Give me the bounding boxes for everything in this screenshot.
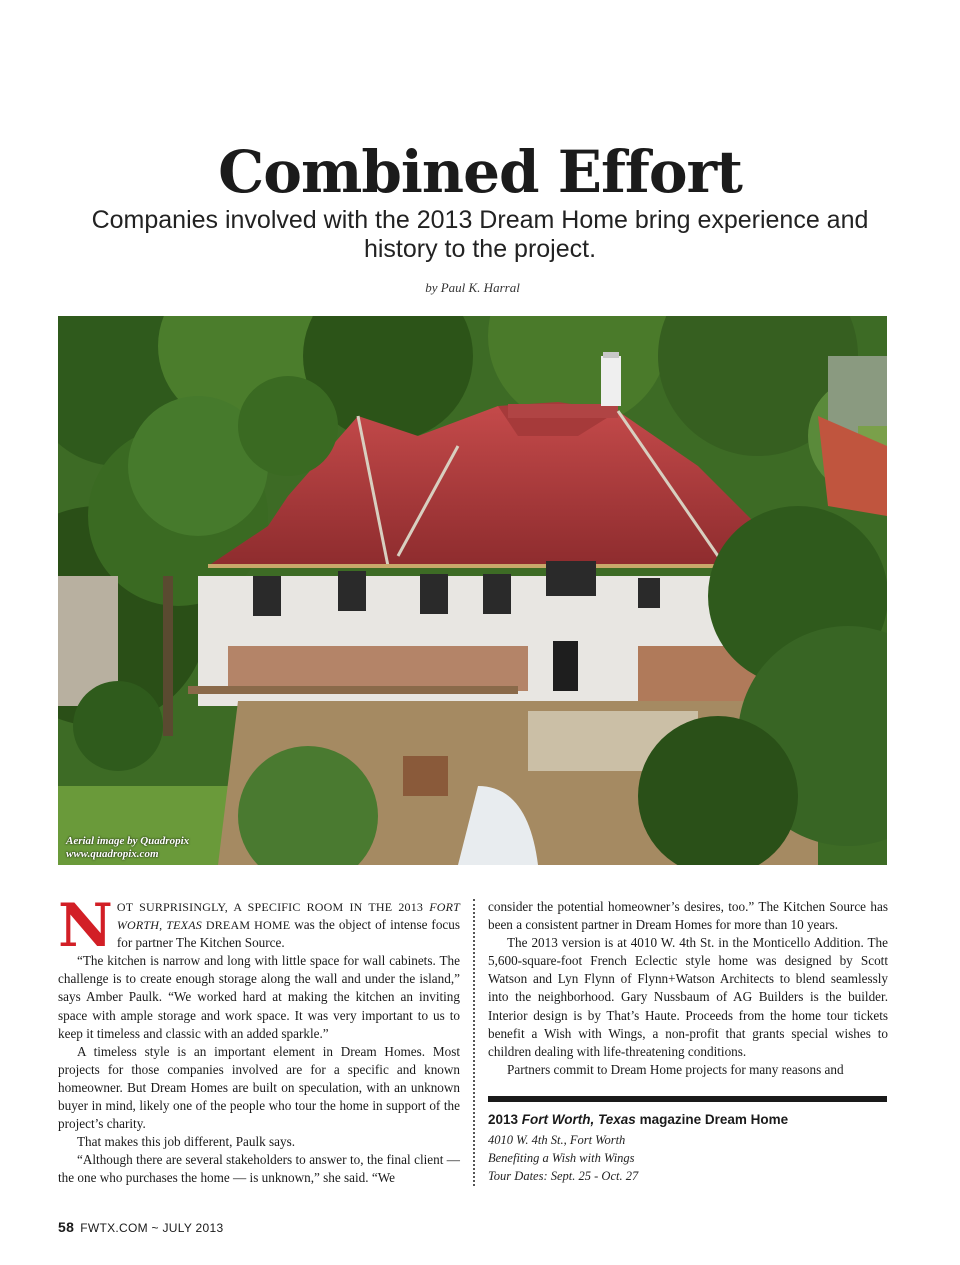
article-subtitle: Companies involved with the 2013 Dream Home bring experience and history to the project. <box>91 206 869 263</box>
body-paragraph: Partners commit to Dream Home projects for many reasons and <box>507 1061 844 1077</box>
byline: by Paul K. Harral <box>425 280 520 295</box>
infobox-heading <box>488 1112 788 1127</box>
folio-text: FWTX.COM ~ JULY 2013 <box>80 1221 224 1235</box>
lead-paragraph <box>58 891 460 961</box>
body-paragraph: That makes this job different, Paulk says. <box>77 1134 296 1150</box>
infobox-heading-italic: Fort Worth, Texas <box>521 1112 636 1127</box>
body-column-left <box>58 891 460 1188</box>
body-paragraph: consider the potential homeowner’s desires, too.” The Kitchen Source has been a consistent partner in Dream Homes for more than 10 years. <box>488 899 888 933</box>
photo-credit-line: Aerial image by Quadropix <box>66 835 190 847</box>
body-paragraph: “The kitchen is narrow and long with little space for wall cabinets. The challenge is to create enough storage along the wall and under the island,” says Amber Paulk. “We worked hard at making the kitchen an inviting space with ample storage and work space. It was very important to us to keep it timeless and classic with an added sparkle.” <box>58 953 460 1041</box>
photo-credit-url: www.quadropix.com <box>66 848 159 860</box>
body-paragraph: The 2013 version is at 4010 W. 4th St. in the Monticello Addition. The 5,600-square-foot French Eclectic style home was designed by Scott Watson and Lyn Flynn of Flynn+Watson Architects to blend seamlessly into the neighborhood. Gary Nussbaum of AG Builders is the builder. Interior design is by That’s Haute. Proceeds from the home tour tickets benefit a Wish with Wings, a non-profit that grants special wishes to children dealing with life-threatening conditions. <box>488 935 888 1059</box>
body-column-right <box>488 898 888 1079</box>
infobox-address: 4010 W. 4th St., Fort Worth <box>488 1133 626 1147</box>
article-title: Combined Effort <box>218 138 742 206</box>
drop-cap: N <box>58 891 113 961</box>
infobox-details <box>488 1131 638 1185</box>
body-paragraph: A timeless style is an important element in Dream Homes. Most projects for those companies involved are for a specific and known homeowner. But Dream Homes are built on speculation, with an unknown buyer in mind, likely one of the people who tour the home in support of the project’s charity. <box>58 1043 460 1132</box>
infobox-charity: Benefiting a Wish with Wings <box>488 1151 635 1165</box>
infobox-rule <box>488 1096 887 1102</box>
page-number: 58 <box>58 1219 75 1235</box>
infobox-heading-pre: 2013 <box>488 1112 522 1127</box>
lead-text: was the object of intense focus for partner The Kitchen Source. <box>116 917 460 951</box>
page-footer <box>58 1219 223 1235</box>
infobox-heading-post: magazine Dream Home <box>635 1112 789 1127</box>
lead-caps-italic: FORT WORTH, TEXAS <box>116 900 460 933</box>
photo-credit <box>66 835 189 861</box>
lead-caps: OT SURPRISINGLY, A SPECIFIC ROOM IN THE 2013 <box>116 900 430 914</box>
column-divider <box>473 899 475 1186</box>
lead-caps-rest: DREAM HOME <box>201 918 291 933</box>
body-paragraph: “Although there are several stakeholders to answer to, the final client — the one who purchases the home — is unknown,” she said. “We <box>58 1152 460 1186</box>
infobox-tour-dates: Tour Dates: Sept. 25 - Oct. 27 <box>488 1169 639 1183</box>
aerial-house-photo <box>58 316 887 865</box>
